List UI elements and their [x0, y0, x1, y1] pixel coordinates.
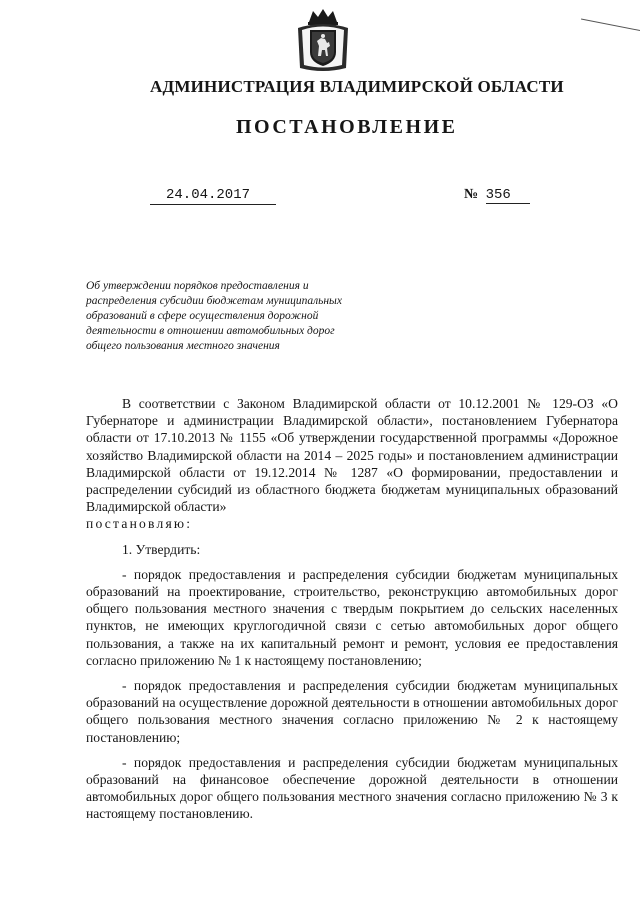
- bullet-paragraph: - порядок предоставления и распределения субсидии бюджетам муниципальных образований на проектирование, строительство, реконструкцию автомобильных дорог общего пользования местного значения с твердым покрытием до сельских населенных пунктов, не имеющих круглогодичной связи с сетью автомобильных дорог общего пользования, а также на их капитальный ремонт и ремонт, условия ее предоставления согласно приложению № 1 к настоящему постановлению;: [86, 566, 618, 668]
- decree-word: постановляю:: [86, 516, 193, 532]
- subject-line: деятельности в отношении автомобильных дорог: [86, 325, 335, 337]
- document-body: [86, 395, 618, 823]
- number-value: 356: [486, 187, 530, 204]
- scan-artifact-line: [581, 19, 640, 31]
- bullet-paragraph: - порядок предоставления и распределения субсидии бюджетам муниципальных образований на осуществление дорожной деятельности в отношении автомобильных дорог общего пользования местного значения согласно приложению № 2 к настоящему постановлению;: [86, 678, 618, 745]
- item-1-heading: 1. Утвердить:: [122, 541, 201, 557]
- organization-title: АДМИНИСТРАЦИЯ ВЛАДИМИРСКОЙ ОБЛАСТИ: [150, 77, 564, 96]
- subject-line: общего пользования местного значения: [86, 340, 280, 352]
- subject-line: образований в сфере осуществления дорожной: [86, 310, 319, 322]
- subject-line: распределения субсидии бюджетам муниципальных: [86, 295, 342, 307]
- document-number: [464, 187, 530, 204]
- preamble-paragraph: В соответствии с Законом Владимирской области от 10.12.2001 № 129-ОЗ «О Губернаторе и администрации Владимирской области», постановлением Губернатора области от 17.10.2013 № 1155 «Об утверждении государственной программы «Дорожное хозяйство Владимирской области на 2014 – 2025 годы» и постановлением администрации Владимирской области от 19.12.2014 № 1287 «О формировании, предоставлении и распределении субсидий из областного бюджета бюджетам муниципальных образований Владимирской области»: [86, 396, 618, 515]
- number-sign: №: [464, 187, 479, 202]
- vladimir-coat-of-arms-icon: [296, 8, 350, 74]
- document-date: 24.04.2017: [150, 187, 276, 205]
- bullet-paragraph: - порядок предоставления и распределения субсидии бюджетам муниципальных образований на финансовое обеспечение дорожной деятельности в отношении автомобильных дорог общего пользования местного значения согласно приложению № 3 к настоящему постановлению.: [86, 754, 618, 822]
- document-type-heading: ПОСТАНОВЛЕНИЕ: [236, 116, 458, 138]
- document-subject: [86, 279, 386, 354]
- subject-line: Об утверждении порядков предоставления и: [86, 280, 309, 292]
